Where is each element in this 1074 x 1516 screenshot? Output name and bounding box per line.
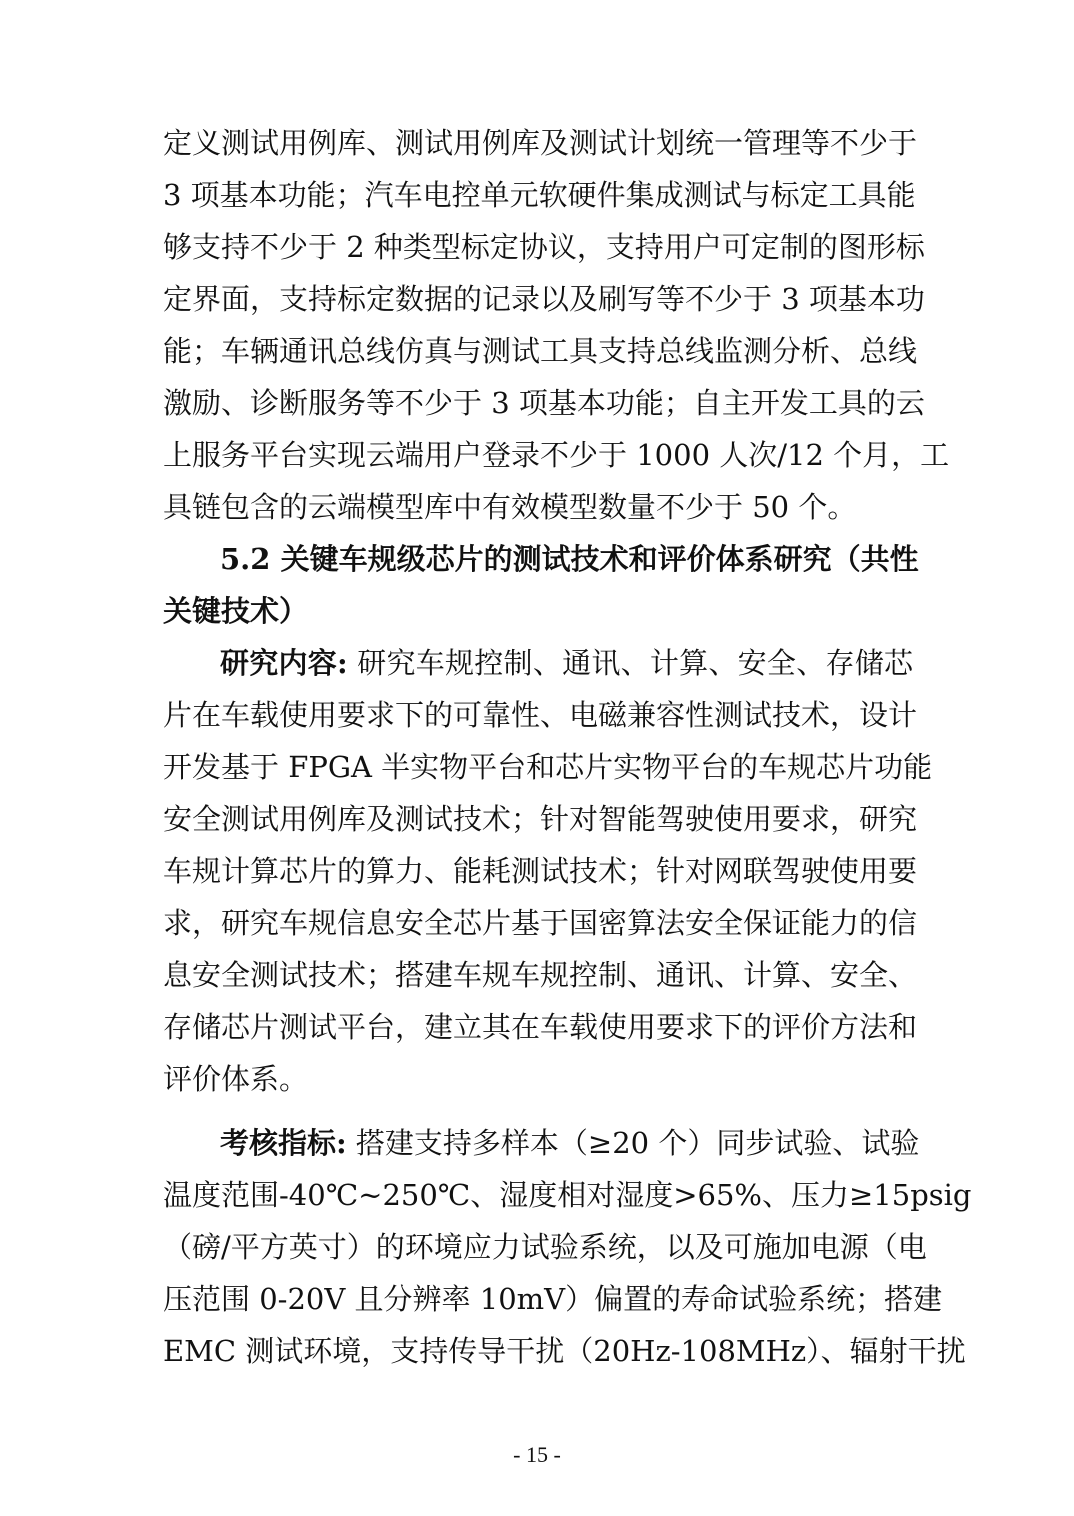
paragraph-line: 开发基于 FPGA 半实物平台和芯片实物平台的车规芯片功能 [163, 750, 933, 784]
section-title-line-1: 关键车规级芯片的测试技术和评价体系研究（共性 [280, 542, 919, 576]
paragraph-line: 片在车载使用要求下的可靠性、电磁兼容性测试技术，设计 [163, 698, 918, 732]
paragraph-line: 具链包含的云端模型库中有效模型数量不少于 50 个。 [163, 490, 857, 524]
research-content-text: 研究车规控制、通讯、计算、安全、存储芯 [347, 646, 913, 680]
assessment-indicators-first-line [220, 1123, 920, 1163]
paragraph-line: 够支持不少于 2 种类型标定协议，支持用户可定制的图形标 [163, 230, 925, 264]
paragraph-line: 定义测试用例库、测试用例库及测试计划统一管理等不少于 [163, 126, 918, 160]
assessment-indicators-label: 考核指标: [220, 1126, 347, 1160]
paragraph-line: 存储芯片测试平台，建立其在车载使用要求下的评价方法和 [163, 1010, 918, 1044]
page-number: - 15 - [513, 1442, 561, 1467]
section-heading-continuation: 关键技术） [163, 594, 309, 628]
paragraph-line: 压范围 0-20V 且分辨率 10mV）偏置的寿命试验系统；搭建 [163, 1282, 943, 1316]
paragraph-line: 息安全测试技术；搭建车规车规控制、通讯、计算、安全、 [163, 958, 918, 992]
paragraph-line: 求，研究车规信息安全芯片基于国密算法安全保证能力的信 [163, 906, 918, 940]
assessment-indicators-text: 搭建支持多样本（≥20 个）同步试验、试验 [346, 1126, 920, 1160]
paragraph-line: 能；车辆通讯总线仿真与测试工具支持总线监测分析、总线 [163, 334, 918, 368]
paragraph-line: 定界面，支持标定数据的记录以及刷写等不少于 3 项基本功 [163, 282, 925, 316]
paragraph-line: 安全测试用例库及测试技术；针对智能驾驶使用要求，研究 [163, 802, 918, 836]
paragraph-line: 温度范围-40℃~250℃、湿度相对湿度>65%、压力≥15psig [163, 1178, 972, 1212]
paragraph-line: 上服务平台实现云端用户登录不少于 1000 人次/12 个月，工 [163, 438, 950, 472]
paragraph-line: 车规计算芯片的算力、能耗测试技术；针对网联驾驶使用要 [163, 854, 918, 888]
paragraph-line: 3 项基本功能；汽车电控单元软硬件集成测试与标定工具能 [163, 178, 916, 212]
paragraph-line: EMC 测试环境，支持传导干扰（20Hz-108MHz）、辐射干扰 [163, 1334, 966, 1368]
paragraph-line: （磅/平方英寸）的环境应力试验系统，以及可施加电源（电 [163, 1230, 927, 1264]
paragraph-line: 评价体系。 [163, 1062, 309, 1096]
research-content-label: 研究内容: [220, 646, 348, 680]
section-number: 5.2 [220, 542, 271, 576]
paragraph-line: 激励、诊断服务等不少于 3 项基本功能；自主开发工具的云 [163, 386, 925, 420]
research-content-first-line [220, 643, 913, 683]
section-heading [220, 539, 919, 579]
